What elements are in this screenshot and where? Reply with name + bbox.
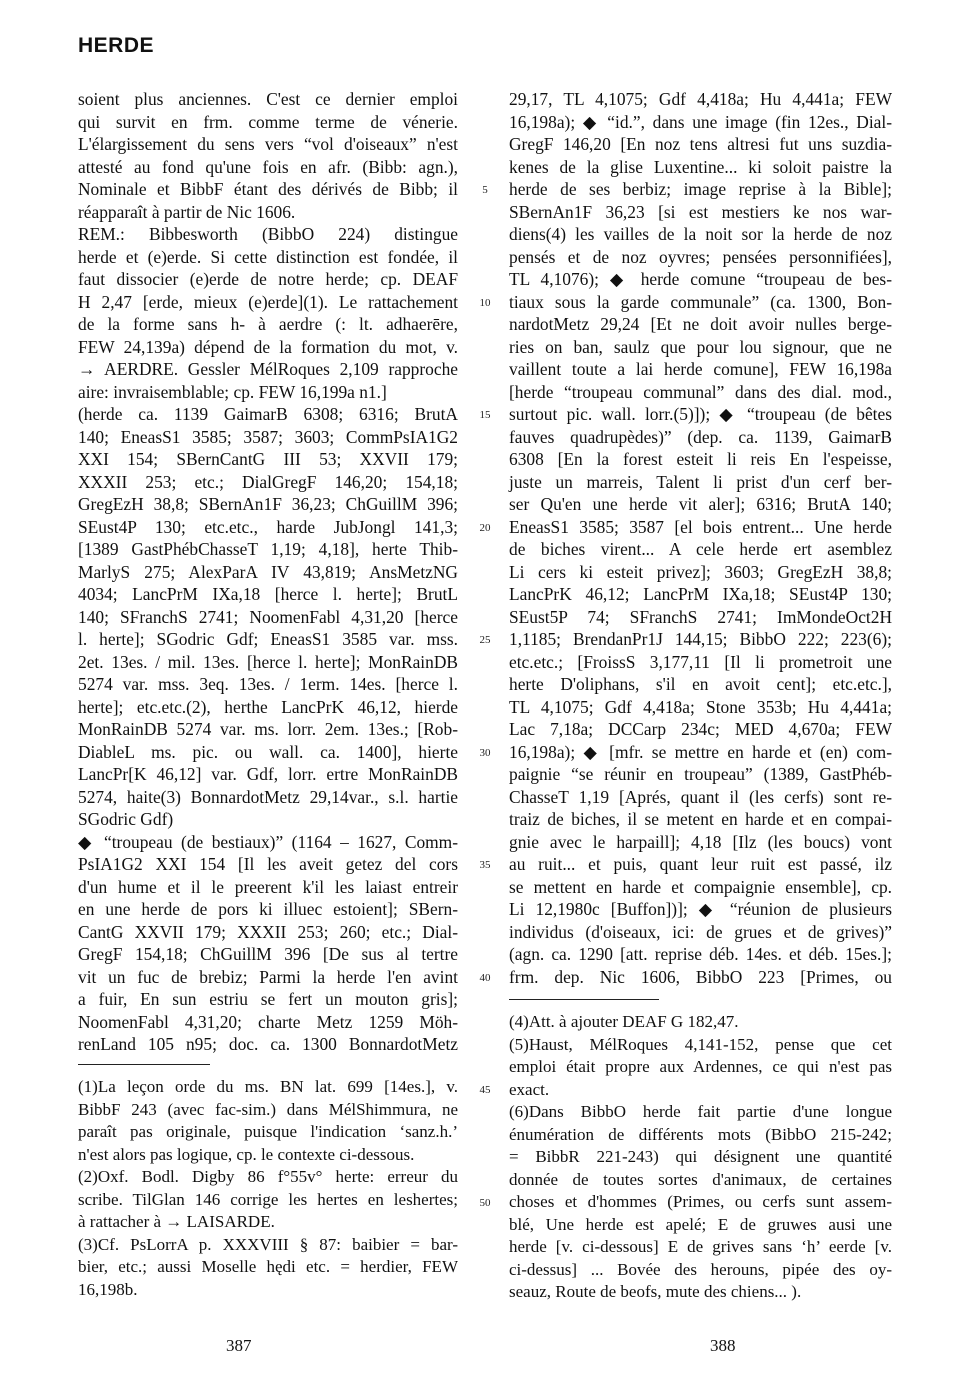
text-line: au ruit... et puis, quant leur ruit est passé, ilz (509, 854, 892, 874)
text-line: FEW 24,139a) dépend de la formation du mot, v. (78, 336, 458, 357)
text-line: traiz de biches, il se metent en harde et en compai- (509, 809, 892, 829)
line-number: 35 (479, 859, 491, 871)
text-line: frm. dep. Nic 1606, BibbO 223 [Primes, ou (509, 966, 892, 987)
footnote-line: seauz, Route de beofs, mute des chiens... ). (509, 1282, 802, 1301)
text-line: vit un fuc de brebiz; Parmi la herde l'en avint (78, 966, 458, 987)
text-line: soient plus anciennes. C'est ce dernier emploi (78, 89, 458, 109)
footnotes-left (78, 1076, 458, 1301)
footnote-line: n'est alors pas logique, cp. le contexte ci-dessous. (78, 1144, 415, 1164)
text-line: paignie “se réunir en troupeau” (1389, GastPhéb- (509, 764, 892, 784)
text-line: GregF 146,20 [En noz tens altresi fut uns suzdia- (509, 134, 892, 154)
text-line: [1389 GastPhébChasseT 1,19; 4,18], herte Thib- (78, 539, 458, 559)
line-number: 20 (479, 521, 491, 534)
text-line: d'un hume et il le preerent k'il les laiast entreir (78, 876, 458, 897)
text-line: herte D'oliphans, s'il en avoit cent]; etc.etc.], (509, 674, 892, 694)
footnote-line: blé, Une herde est apelé; E de gruwes ausi une (509, 1214, 892, 1234)
text-line: SEust5P 74; SFranchS 2741; ImMondeOct2H (509, 606, 892, 627)
line-number: 5 (482, 184, 488, 196)
text-line: REM.: Bibbesworth (BibbO 224) distingue (78, 224, 458, 244)
text-line: ChasseT 1,19 [Aprés, quant il (les cerfs) sont re- (509, 786, 892, 807)
text-line: herde de ses berbiz; image reprise à la Bible]; (509, 179, 892, 199)
footnote-separator-left (78, 1064, 210, 1065)
footnote-line: choses et d'hommes (Primes, ou cerfs sunt assem- (509, 1192, 892, 1211)
text-line: 16,198a); ◆ [mfr. se mettre en harde et (en) com- (509, 741, 892, 762)
line-number: 15 (479, 409, 491, 421)
text-line: CantG XXVII 179; XXXII 253; 260; etc.; Dial- (78, 921, 458, 942)
text-line: a fuir, En sun estriu se fert un mouton gris]; (78, 989, 458, 1009)
footnote-line: (2)Oxf. Bodl. Digby 86 f°55v° herte: erreur du (78, 1167, 458, 1186)
text-line: MarlyS 275; AlexParA IV 43,819; AnsMetzNG (78, 561, 458, 582)
text-line: DiableL ms. pic. ou wall. ca. 1400], hierte (78, 741, 458, 762)
text-line: 6308 [En la forest esteit li reis En l'espeisse, (509, 449, 892, 469)
text-line: fauves quadrupèdes)” (dep. ca. 1139, GaimarB (509, 426, 892, 447)
text-line: TL 4,1075; Gdf 4,418a; Stone 353b; Hu 4,441a; (509, 696, 892, 717)
text-line: aire: invraisemblable; cp. FEW 16,199a n1.] (78, 381, 387, 402)
right-text-column (509, 88, 892, 988)
text-line: nardotMetz 29,24 [Et ne doit avoir nulles berge- (509, 314, 892, 334)
text-line: 5274, haite(3) BonnardotMetz 29,14var., s.l. hartie (78, 786, 458, 807)
text-line: 29,17, TL 4,1075; Gdf 4,418a; Hu 4,441a; FEW (509, 89, 892, 109)
footnote-line: herde [v. ci-dessous] E de grives sans ‘h’ eerde [v. (509, 1237, 892, 1256)
text-line: tiaux sous la garde communale” (ca. 1300, Bon- (509, 291, 892, 312)
text-line: réapparaît à partir de Nic 1606. (78, 201, 296, 222)
text-line: 5274 var. mss. 3eq. 13es. / 1erm. 14es. [herce l. (78, 674, 458, 694)
text-line: de biches virent... A cele herde ert asemblez (509, 539, 892, 559)
text-line: ser Qu'en une herde vit aler]; 6316; BrutA 140; (509, 494, 892, 514)
text-line: LancPr[K 46,12] var. Gdf, lorr. ertre MonRainDB (78, 764, 458, 784)
page-number-right: 388 (710, 1336, 736, 1355)
text-line: EneasS1 3585; 3587 [el bois entrent... Une herde (509, 516, 892, 537)
text-line: etc.etc.; [FroissS 3,177,11 [Il li prometroit une (509, 651, 892, 672)
text-line: SBernAn1F 36,23 [si est mestiers ke nos war- (509, 201, 892, 222)
footnote-line: (6)Dans BibbO herde fait partie d'une longue (509, 1102, 892, 1121)
footnote-line: à rattacher à → LAISARDE. (78, 1212, 275, 1231)
footnote-line: BibbF 243 (avec fac-sim.) dans MélShimmura, ne (78, 1099, 458, 1119)
page-number-left: 387 (226, 1336, 252, 1355)
text-line: (agn. ca. 1290 [att. reprise déb. 14es. et déb. 15es.]; (509, 944, 892, 964)
text-line: GregEzH 38,8; SBernAn1F 36,23; ChGuillM 396; (78, 494, 458, 514)
text-line: Li cers ki esteit privez]; 3603; GregEzH 38,8; (509, 561, 892, 582)
text-line: XXI 154; SBernCantG III 53; XXVII 179; (78, 449, 458, 469)
text-line: individus (d'oiseaux, ici: de grues et de grives)” (509, 921, 892, 942)
text-line: herte]; etc.etc.(2), herthe LancPrK 46,12, hierde (78, 696, 458, 717)
line-number: 10 (479, 296, 491, 309)
footnotes-right (509, 1011, 892, 1304)
text-line: (herde ca. 1139 GaimarB 6308; 6316; BrutA (78, 404, 458, 424)
text-line: gnie avec le harpaill]; 4,18 [Ilz (les boucs) vont (509, 831, 892, 852)
text-line: ries on ban, saulz que pour lou signour, que ne (509, 336, 892, 357)
text-line: XXXII 253; etc.; DialGregF 146,20; 154,18; (78, 471, 458, 492)
text-line: ◆ “troupeau (de bestiaux)” (1164 – 1627, Comm- (78, 831, 458, 852)
footnote-line: (1)La leçon orde du ms. BN lat. 699 [14es.], v. (78, 1077, 458, 1096)
text-line: SGodric Gdf) (78, 809, 174, 829)
footnote-line: paraît pas originale, puisque l'indication ‘sanz.h.’ (78, 1122, 458, 1141)
text-line: 1,1185; BrendanPr1J 144,15; BibbO 222; 223(6); (509, 629, 892, 649)
text-line: 140; EneasS1 3585; 3587; 3603; CommPsIA1G2 (78, 426, 458, 447)
text-line: vaillent toute a lai herde comune], FEW 16,198a (509, 359, 892, 379)
text-line: attesté au fond qu'une fois en afr. (Bibb: agn.), (78, 156, 458, 177)
text-line: renLand 105 n95; doc. ca. 1300 BonnardotMetz (78, 1034, 458, 1054)
text-line: Lac 7,18a; DCCarp 234c; MED 4,670a; FEW (509, 719, 892, 739)
footnote-line: (4)Att. à ajouter DEAF G 182,47. (509, 1012, 739, 1031)
left-text-column (78, 88, 458, 1056)
text-line: Nominale et BibbF étant des dérivés de Bibb; il (78, 179, 458, 199)
footnote-line: bier, etc.; aussi Moselle hędi etc. = herdier, FEW (78, 1257, 458, 1276)
line-number: 25 (479, 634, 491, 646)
footnote-line: 16,198b. (78, 1279, 138, 1299)
footnote-line: = BibbR 221-243) qui désignent une quantité (509, 1147, 892, 1166)
text-line: 140; SFranchS 2741; NoomenFabl 4,31,20 [herce (78, 606, 458, 627)
text-line: l. herte]; SGodric Gdf; EneasS1 3585 var. mss. (78, 629, 458, 649)
footnote-separator-right (509, 999, 659, 1000)
line-number: 40 (479, 971, 491, 984)
text-line: → AERDRE. Gessler MélRoques 2,109 rapproche (78, 359, 458, 379)
text-line: herde et (e)erde. Si cette distinction est fondée, il (78, 246, 458, 267)
text-line: 2et. 13es. / mil. 13es. [herce l. herte]; MonRainDB (78, 651, 458, 672)
text-line: Li 12,1980c [Buffon])]; ◆ “réunion de plusieurs (509, 899, 892, 919)
text-line: surtout pic. wall. lorr.(5)]); ◆ “troupeau (de bêtes (509, 404, 892, 424)
footnote-line: ci-dessus] ... Bovée des herouns, pipée des oy- (509, 1259, 892, 1279)
text-line: 16,198a); ◆ “id.”, dans une image (fin 12es., Dial- (509, 111, 892, 132)
text-line: NoomenFabl 4,31,20; charte Metz 1259 Möh- (78, 1011, 458, 1032)
text-line: PsIA1G2 XXI 154 [Il les aveit getez del cors (78, 854, 458, 874)
text-line: faut dissocier (e)erde de notre herde; cp. DEAF (78, 269, 458, 289)
text-line: SEust4P 130; etc.etc., harde JubJongl 141,3; (78, 516, 458, 537)
text-line: pensés et de noz oyvres; pensées personnifiées], (509, 246, 892, 267)
footnote-line: donnée de toutes sortes d'animaux, de certaines (509, 1169, 892, 1189)
page-headword: HERDE (78, 34, 155, 57)
text-line: MonRainDB 5274 var. ms. lorr. 2em. 13es.; [Rob- (78, 719, 458, 739)
footnote-line: emploi était propre aux Ardennes, ce qui n'est pas (509, 1057, 892, 1076)
text-line: en une herde de pors ki illuec estoient]; SBern- (78, 899, 458, 919)
footnote-line: énumération de différents mots (BibbO 215-242; (509, 1124, 892, 1144)
footnote-line: exact. (509, 1079, 550, 1099)
text-line: LancPrK 46,12; LancPrM IXa,18; SEust4P 130; (509, 584, 892, 604)
text-line: kenes de la glise Luxentine... ki soloit paistre la (509, 156, 892, 177)
text-line: L'élargissement du sens vers “vol d'oiseaux” n'est (78, 134, 458, 154)
footnote-line: scribe. TilGlan 146 corrige les hertes en leshertes; (78, 1189, 458, 1209)
line-number: 30 (479, 746, 491, 759)
text-line: [herde “troupeau communal” dans des dial. mod., (509, 381, 892, 402)
footnote-line: (5)Haust, MélRoques 4,141-152, pense que cet (509, 1034, 892, 1054)
line-number: 45 (479, 1084, 491, 1096)
text-line: qui survit en frm. comme terme de vénerie. (78, 111, 458, 132)
text-line: juste un marreis, Talent li prist d'un cerf ber- (509, 471, 892, 492)
footnote-line: (3)Cf. PsLorrA p. XXXVIII § 87: baibier = bar- (78, 1234, 458, 1254)
text-line: TL 4,1076); ◆ herde comune “troupeau de bes- (509, 269, 892, 289)
text-line: H 2,47 [erde, mieux (e)erde](1). Le rattachement (78, 291, 458, 312)
text-line: de la forme sans h- à aerdre (: lt. adhaerēre, (78, 314, 458, 334)
text-line: se mettent en harde et compaignie ensemble], cp. (509, 876, 892, 897)
text-line: 4034; LancPrM IXa,18 [herce l. herte]; BrutL (78, 584, 458, 604)
text-line: GregF 154,18; ChGuillM 396 [De sus al tertre (78, 944, 458, 964)
line-number: 50 (479, 1196, 491, 1209)
text-line: diens(4) les vailles de la noit sor la herde de noz (509, 224, 892, 244)
